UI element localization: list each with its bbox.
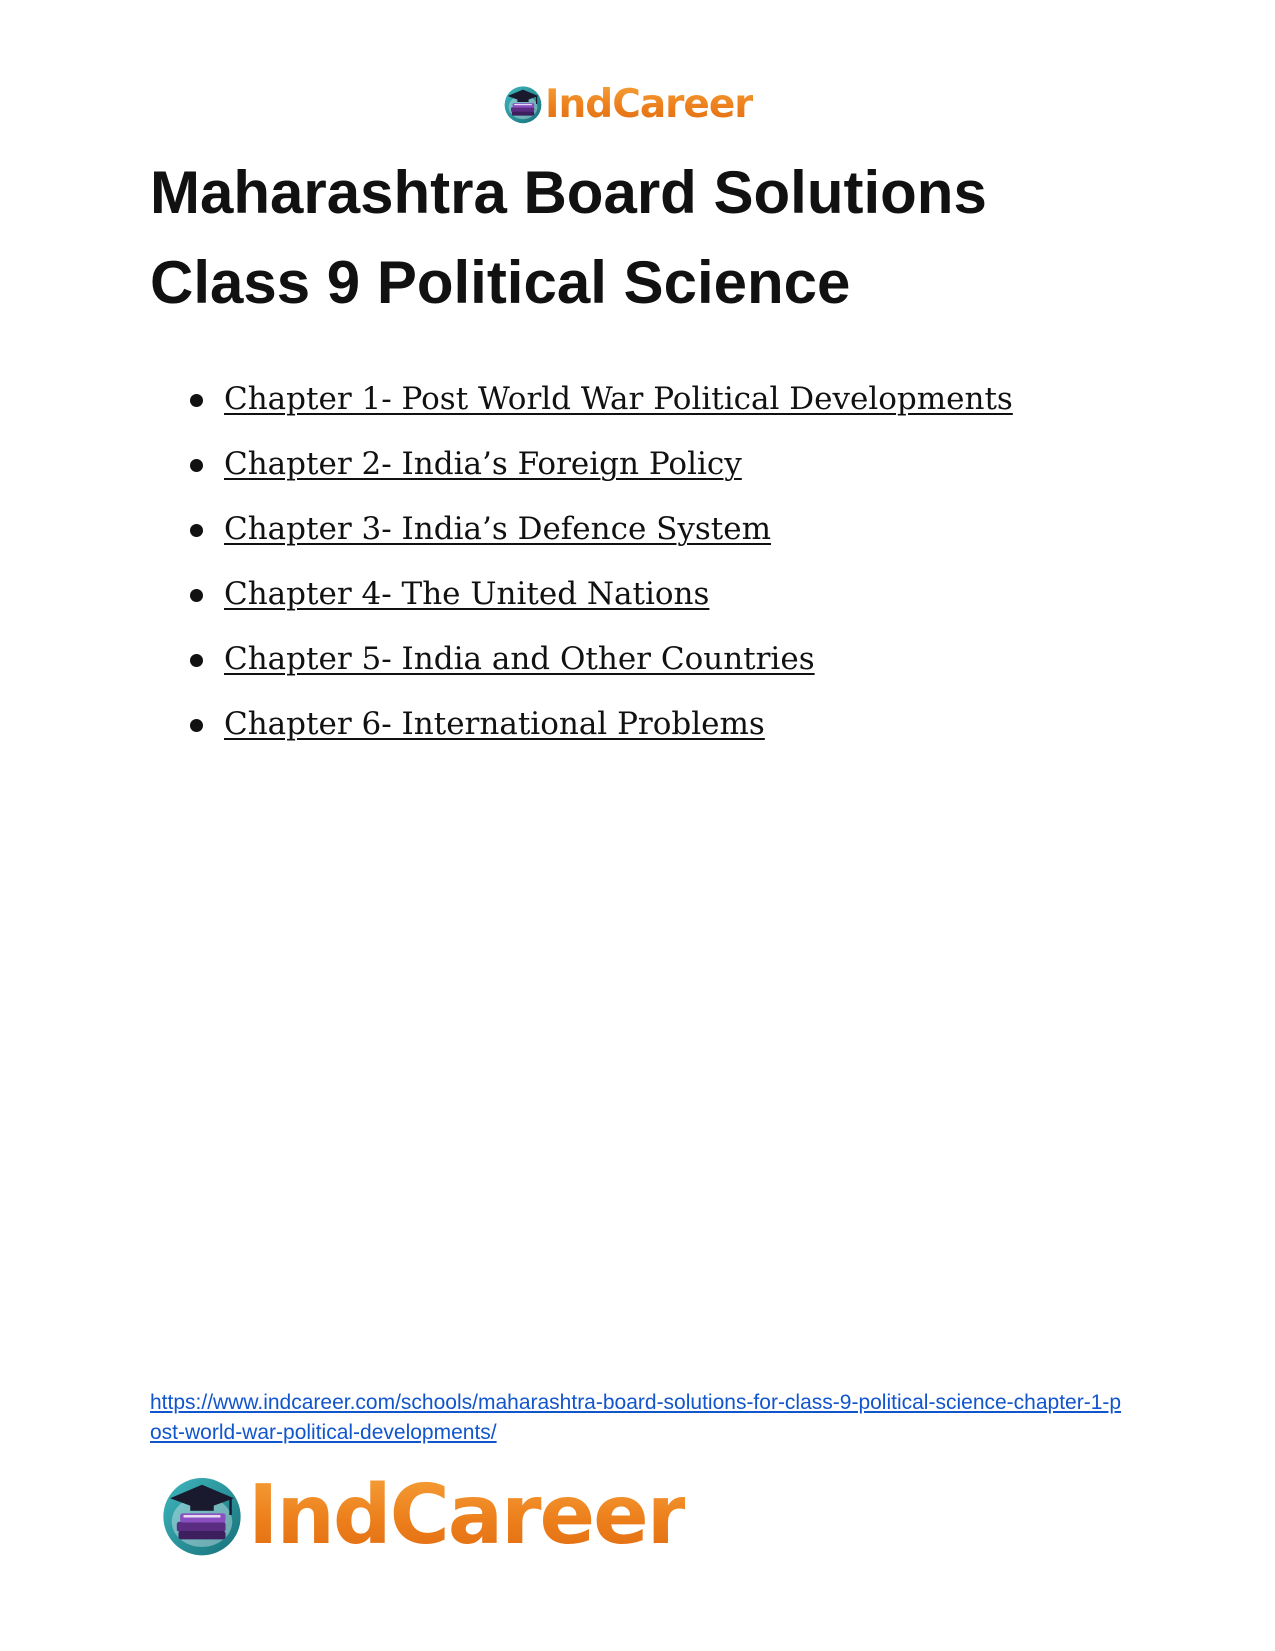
source-url-link[interactable]: https://www.indcareer.com/schools/maharashtra-board-solutions-for-class-9-political-science-chapter-1-post-world-war-political-developments/ xyxy=(150,1391,1122,1444)
chapter-list xyxy=(0,372,1275,762)
graduation-cap-books-emblem-icon xyxy=(503,84,543,124)
bullet-icon xyxy=(190,459,203,472)
page-title-line-1: Maharashtra Board Solutions xyxy=(150,159,987,226)
list-item xyxy=(0,502,1275,567)
bullet-icon xyxy=(190,654,203,667)
footer-logo xyxy=(160,1465,685,1565)
list-item xyxy=(0,567,1275,632)
logo-wordmark: IndCareer xyxy=(545,81,753,127)
list-item xyxy=(0,632,1275,697)
bullet-icon xyxy=(190,589,203,602)
graduation-cap-books-emblem-icon xyxy=(160,1473,244,1557)
page-title xyxy=(150,148,1150,328)
chapter-5-link[interactable]: Chapter 5- India and Other Countries xyxy=(224,641,815,677)
chapter-4-link[interactable]: Chapter 4- The United Nations xyxy=(224,576,710,612)
list-item xyxy=(0,437,1275,502)
chapter-2-link[interactable]: Chapter 2- India’s Foreign Policy xyxy=(224,446,742,482)
header-logo xyxy=(503,80,753,128)
page-title-line-2: Class 9 Political Science xyxy=(150,249,851,316)
list-item xyxy=(0,697,1275,762)
list-item xyxy=(0,372,1275,437)
chapter-6-link[interactable]: Chapter 6- International Problems xyxy=(224,706,765,742)
bullet-icon xyxy=(190,719,203,732)
bullet-icon xyxy=(190,394,203,407)
chapter-3-link[interactable]: Chapter 3- India’s Defence System xyxy=(224,511,772,547)
bullet-icon xyxy=(190,524,203,537)
chapter-1-link[interactable]: Chapter 1- Post World War Political Developments xyxy=(224,381,1013,417)
logo-wordmark: IndCareer xyxy=(248,1467,686,1563)
